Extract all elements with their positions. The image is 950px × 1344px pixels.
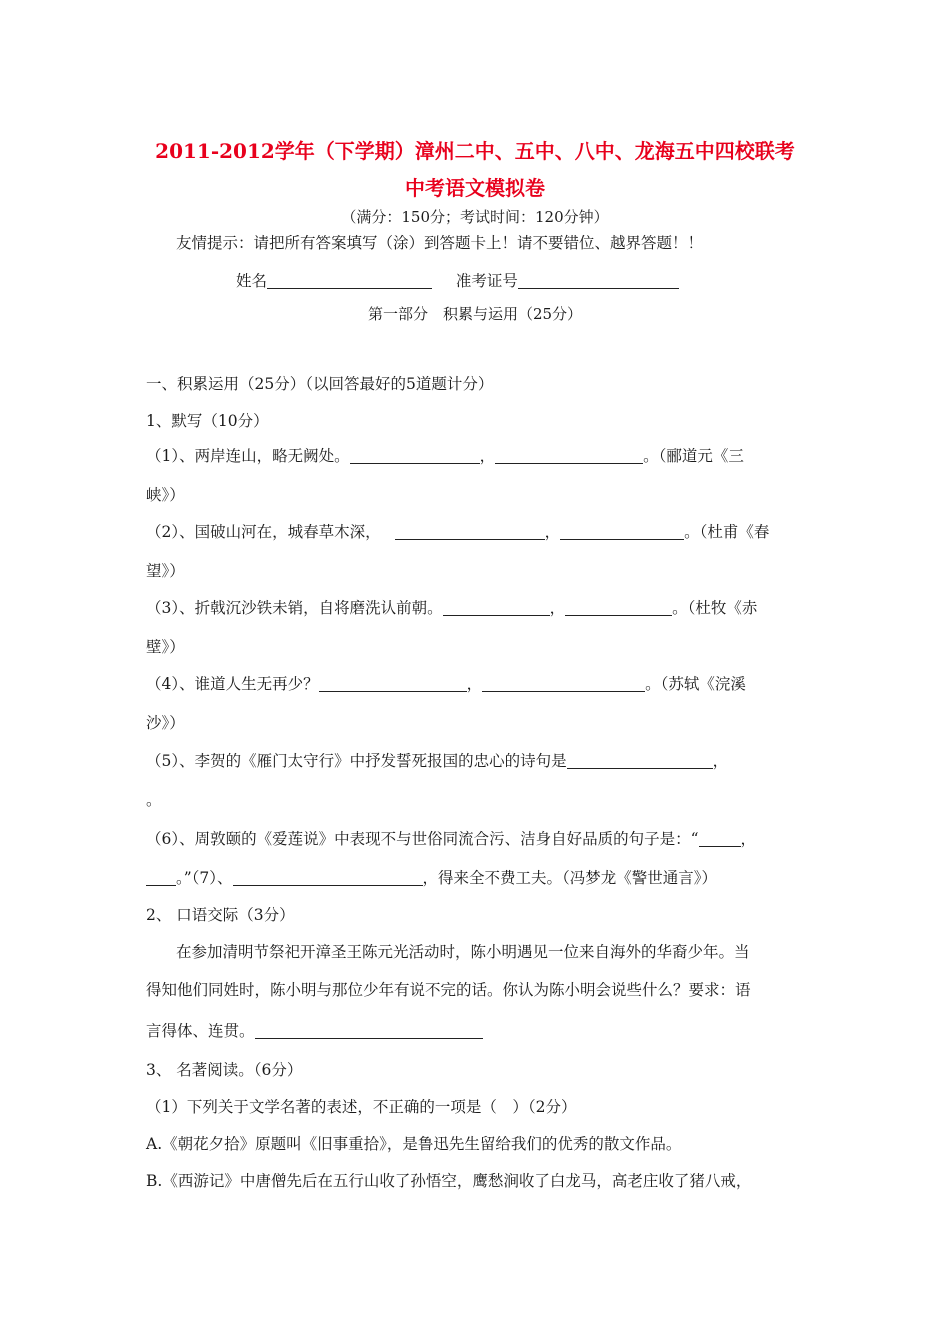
answer-blank[interactable] — [443, 599, 550, 616]
exam-title-line1: 2011-2012学年（下学期）漳州二中、五中、八中、龙海五中四校联考 — [155, 139, 795, 163]
q1-1-wrap: 峡》） — [146, 486, 185, 504]
answer-blank[interactable] — [350, 447, 480, 464]
q1-1: （1）、两岸连山，略无阙处。 ， 。（郦道元《三 — [146, 447, 744, 465]
answer-blank[interactable] — [495, 447, 643, 464]
section-heading: 一、积累运用（25分）（以回答最好的5道题计分） — [146, 375, 494, 393]
name-label: 姓名 — [236, 272, 268, 290]
exam-title-line2: 中考语文模拟卷 — [405, 176, 545, 200]
q1-6-7: 。”（7）、 ，得来全不费工夫。（冯梦龙《警世通言》） — [146, 868, 717, 888]
answer-blank[interactable] — [233, 869, 423, 886]
q1-2-wrap: 望》） — [146, 562, 185, 580]
q3-1: （1）下列关于文学名著的表述，不正确的一项是（ ）（2分） — [146, 1098, 577, 1116]
id-blank[interactable] — [518, 272, 679, 289]
q2-title: 2、 口语交际（3分） — [146, 906, 295, 924]
part-title: 第一部分 积累与运用（25分） — [367, 305, 583, 323]
answer-blank[interactable] — [255, 1022, 483, 1039]
answer-blank[interactable] — [482, 675, 645, 692]
q1-3: （3）、折戟沉沙铁未销，自将磨洗认前朝。 ， 。（杜牧《赤 — [146, 599, 758, 617]
q1-5-wrap: 。 — [146, 791, 162, 809]
q2-body3: 言得体、连贯。 — [146, 1021, 483, 1041]
q1-6: （6）、周敦颐的《爱莲说》中表现不与世俗同流合污、洁身自好品质的句子是：“ ， — [146, 830, 757, 848]
id-label: 准考证号 — [455, 272, 518, 290]
friendly-tip: 友情提示：请把所有答案填写（涂）到答题卡上！请不要错位、越界答题！！ — [176, 234, 704, 252]
q1-title: 1、默写（10分） — [146, 412, 269, 430]
name-id-row — [236, 271, 679, 291]
q1-2: （2）、国破山河在，城春草木深， ， 。（杜甫《春 — [146, 523, 770, 541]
q3-title: 3、 名著阅读。（6分） — [146, 1061, 303, 1079]
q2-body2: 得知他们同姓时，陈小明与那位少年有说不完的话。你认为陈小明会说些什么？要求：语 — [146, 981, 751, 999]
q1-5: （5）、李贺的《雁门太守行》中抒发誓死报国的忠心的诗句是 ， — [146, 752, 729, 770]
q3-option-a: A.《朝花夕拾》原题叫《旧事重拾》，是鲁迅先生留给我们的优秀的散文作品。 — [146, 1135, 682, 1153]
q1-4: （4）、谁道人生无再少？ ， 。（苏轼《浣溪 — [146, 675, 746, 693]
q1-4-wrap: 沙》） — [146, 714, 185, 732]
answer-blank[interactable] — [560, 523, 684, 540]
answer-blank[interactable] — [319, 675, 467, 692]
q1-3-wrap: 壁》） — [146, 638, 185, 656]
answer-blank[interactable] — [395, 523, 545, 540]
q3-option-b: B.《西游记》中唐僧先后在五行山收了孙悟空，鹰愁涧收了白龙马，高老庄收了猪八戒， — [146, 1172, 752, 1190]
q2-body1: 在参加清明节祭祀开漳圣王陈元光活动时，陈小明遇见一位来自海外的华裔少年。当 — [176, 943, 750, 961]
name-blank[interactable] — [267, 272, 432, 289]
answer-blank[interactable] — [567, 752, 713, 769]
answer-blank[interactable] — [565, 599, 672, 616]
answer-blank[interactable] — [699, 830, 741, 847]
answer-blank[interactable] — [146, 869, 176, 886]
score-time: （满分：150分；考试时间：120分钟） — [341, 208, 609, 226]
